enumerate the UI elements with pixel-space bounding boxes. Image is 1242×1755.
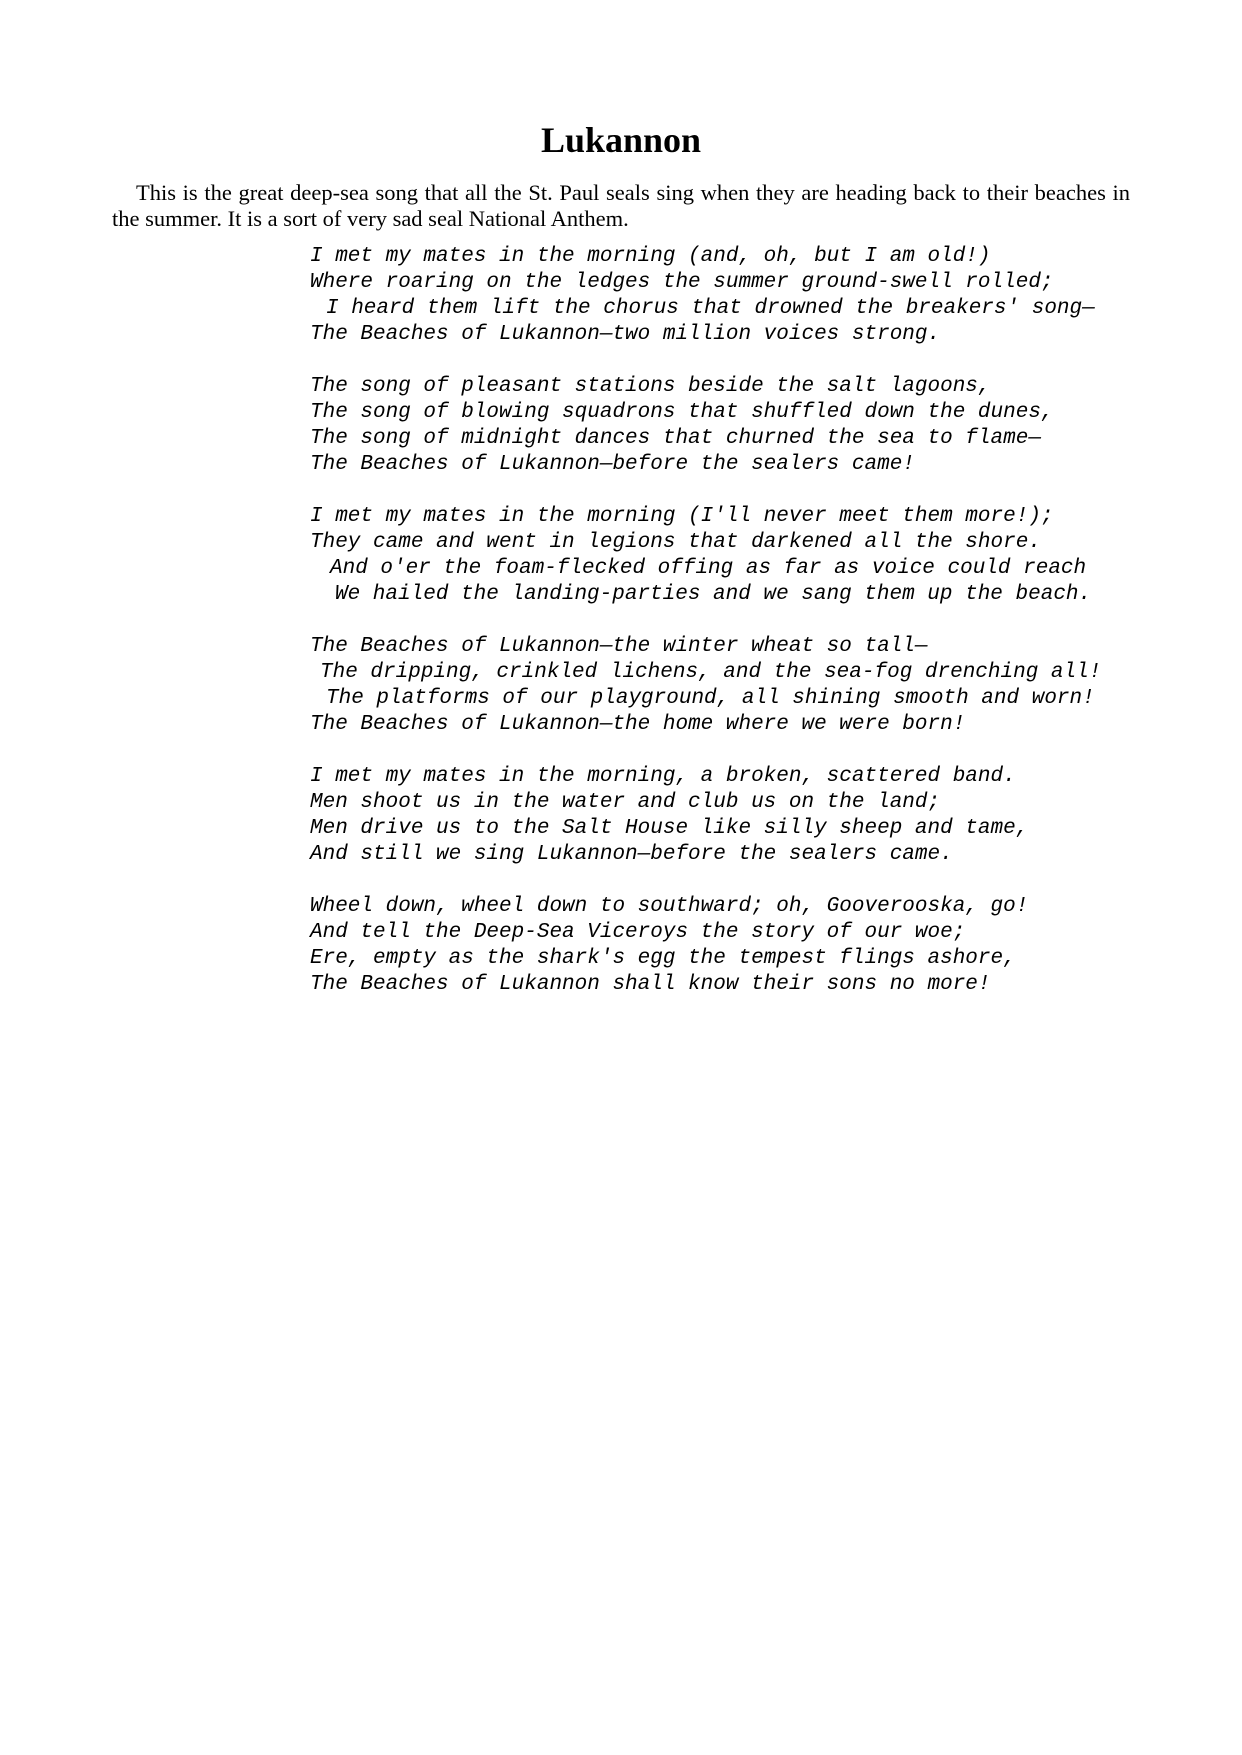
poem-line: The Beaches of Lukannon—the winter wheat so tall— [310,635,928,658]
page-title: Lukannon [540,120,702,160]
poem-line: The Beaches of Lukannon—before the sealers came! [310,453,915,476]
poem-line: Where roaring on the ledges the summer ground-swell rolled; [310,271,1054,294]
poem-line: Men drive us to the Salt House like silly sheep and tame, [310,817,1029,840]
poem-line: The platforms of our playground, all shining smooth and worn! [326,687,1095,710]
poem-line: The dripping, crinkled lichens, and the sea-fog drenching all! [320,661,1102,684]
poem-line: The Beaches of Lukannon—the home where we were born! [310,713,966,736]
poem-line: The song of pleasant stations beside the salt lagoons, [310,375,991,398]
stanza-3 [240,504,1130,608]
poem-line: The Beaches of Lukannon—two million voices strong. [310,323,941,346]
stanza-1 [240,244,1130,348]
poem-line: And o'er the foam-flecked offing as far as voice could reach [330,557,1087,580]
poem-line: Men shoot us in the water and club us on the land; [310,791,941,814]
poem-line: And tell the Deep-Sea Viceroys the story of our woe; [310,921,966,944]
poem-line: They came and went in legions that darkened all the shore. [310,531,1041,554]
poem-line: I met my mates in the morning, a broken, scattered band. [310,765,1016,788]
poem-line: And still we sing Lukannon—before the sealers came. [310,843,953,866]
poem-line: The song of blowing squadrons that shuffled down the dunes, [310,401,1054,424]
poem [240,244,1130,1024]
poem-line: I met my mates in the morning (I'll never meet them more!); [310,505,1054,528]
poem-line: I heard them lift the chorus that drowned the breakers' song— [326,297,1095,320]
poem-line: The song of midnight dances that churned the sea to flame— [310,427,1041,450]
stanza-2 [240,374,1130,478]
intro-paragraph: This is the great deep-sea song that all the St. Paul seals sing when they are heading back to their beaches in the summer. It is a sort of very sad seal National Anthem. [112,180,1130,231]
poem-line: I met my mates in the morning (and, oh, but I am old!) [310,245,991,268]
stanza-4 [240,634,1130,738]
stanza-6 [240,894,1130,998]
stanza-5 [240,764,1130,868]
poem-line: The Beaches of Lukannon shall know their sons no more! [310,973,991,996]
poem-line: Wheel down, wheel down to southward; oh, Gooverooska, go! [310,895,1029,918]
poem-line: Ere, empty as the shark's egg the tempest flings ashore, [310,947,1016,970]
poem-line: We hailed the landing-parties and we sang them up the beach. [335,583,1092,606]
